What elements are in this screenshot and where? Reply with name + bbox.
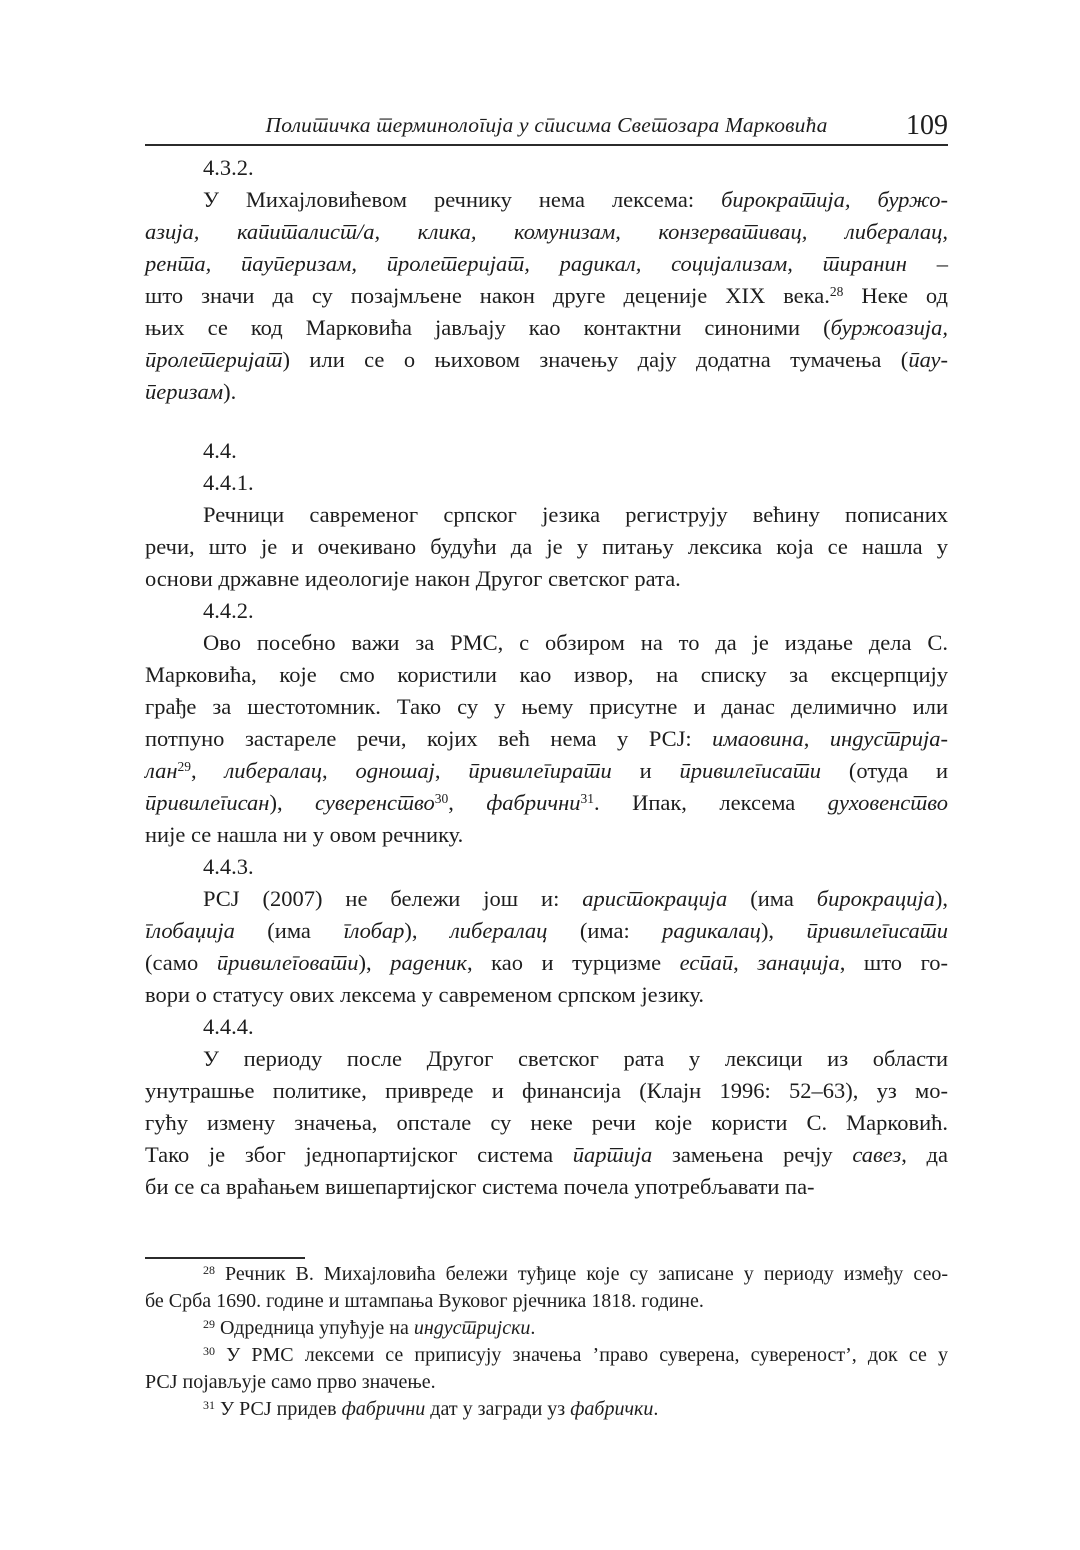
text-line — [145, 216, 948, 248]
text-run: У Михајловићевом речнику нема лексема: — [203, 187, 722, 212]
italic-term: буржоазија, — [830, 315, 948, 340]
italic-term: духовенство — [827, 790, 948, 815]
footnote-reference: 30 — [434, 791, 449, 807]
text-run: , као и турцизме — [466, 950, 680, 975]
text-run: дат у загради уз — [425, 1398, 571, 1420]
text-run: и — [611, 758, 680, 783]
text-run: РСЈ (2007) не бележи још и: — [203, 886, 583, 911]
italic-term: бирокрација — [816, 886, 935, 911]
italic-term: индустрија- — [829, 726, 948, 751]
text-run: вори о статусу ових лексема у савременом српском језику. — [145, 982, 705, 1007]
footnote-reference: 29 — [203, 1317, 215, 1331]
text-run: ), — [760, 918, 807, 943]
paragraph-4-4-2 — [145, 627, 948, 851]
footnote-reference: 28 — [203, 1263, 215, 1277]
section-4-4 — [145, 435, 948, 467]
text-line — [145, 1107, 948, 1139]
text-line — [145, 344, 948, 376]
text-run: гућу измену значења, опстале су неке речи које користи С. Марковић. — [145, 1110, 948, 1135]
text-run: ) или се о њиховом значењу дају додатна тумачења ( — [282, 347, 909, 372]
text-run: ). — [223, 379, 237, 404]
text-run: , — [448, 790, 487, 815]
text-line — [145, 915, 948, 947]
italic-term: еспап — [679, 950, 734, 975]
text-run: У периоду после Другог светског рата у лексици из области — [203, 1046, 948, 1071]
italic-term: раденик — [390, 950, 467, 975]
section-4-4-2 — [145, 595, 948, 627]
header-rule — [145, 144, 948, 146]
text-run: , — [733, 950, 758, 975]
italic-term: индустријски — [413, 1317, 531, 1339]
page-number: 109 — [906, 110, 948, 141]
italic-term: партија — [572, 1142, 653, 1167]
footnote-line — [145, 1288, 948, 1315]
text-run: , да — [901, 1142, 948, 1167]
text-run: , — [434, 758, 469, 783]
body-text — [145, 152, 948, 1203]
text-run: Тако је због једнопартијског система — [145, 1142, 573, 1167]
text-run: . — [530, 1317, 536, 1339]
text-run: ), — [358, 950, 391, 975]
text-run: , што го- — [839, 950, 949, 975]
italic-term: привилегирати — [468, 758, 612, 783]
text-run: потпуно застареле речи, којих већ нема у РСЈ: — [145, 726, 713, 751]
italic-term: лан — [145, 758, 178, 783]
text-line — [145, 979, 948, 1011]
text-run: Речник В. Михајловића бележи туђице које су записане у периоду између сео- — [215, 1263, 948, 1285]
text-line — [145, 1139, 948, 1171]
italic-term: радикалац — [662, 918, 761, 943]
text-line — [145, 819, 948, 851]
running-header — [145, 108, 948, 142]
italic-term: глобаџија — [145, 918, 235, 943]
paragraph-4-4-3 — [145, 883, 948, 1011]
text-run: У РМС лексеми се приписују значења ’право суверена, сувереност’, док се у — [215, 1344, 948, 1366]
text-run: што значи да су позајмљене након друге деценије XIX века. — [145, 283, 830, 308]
text-line — [145, 723, 948, 755]
italic-term: имаовина — [712, 726, 804, 751]
footnote-line — [145, 1396, 948, 1423]
text-run: РСЈ појављује само прво значење. — [145, 1371, 436, 1393]
section-4-4-3 — [145, 851, 948, 883]
text-line — [145, 467, 948, 499]
text-run: основи државне идеологије након Другог светског рата. — [145, 566, 681, 591]
text-run: 4.4. — [203, 438, 237, 463]
text-run: 4.4.3. — [203, 854, 254, 879]
text-run: речи, што је и очекивано будући да је у питању лексика која се нашла у — [145, 534, 948, 559]
text-run: унутрашње политике, привреде и финансија (Клајн 1996: 52–63), уз мо- — [145, 1078, 948, 1103]
text-line — [145, 595, 948, 627]
text-run: ), — [404, 918, 450, 943]
text-run: . Ипак, лексема — [594, 790, 828, 815]
text-run: . — [653, 1398, 659, 1420]
text-run: Речници савременог српског језика региструју већину пописаних — [203, 502, 948, 527]
text-run: (има: — [547, 918, 663, 943]
paragraph-4-4-4 — [145, 1043, 948, 1203]
italic-term: бирократија, буржо- — [721, 187, 948, 212]
text-line — [145, 627, 948, 659]
footnote-reference: 29 — [177, 759, 191, 775]
text-run: 4.3.2. — [203, 155, 254, 180]
text-line — [145, 1011, 948, 1043]
text-run: (само — [145, 950, 217, 975]
italic-term: либералац — [224, 758, 322, 783]
paragraph-4-4-1 — [145, 499, 948, 595]
italic-term: пау- — [908, 347, 948, 372]
footnote-line — [145, 1369, 948, 1396]
text-line — [145, 851, 948, 883]
italic-term: суверенство — [315, 790, 435, 815]
italic-term: привилегисати — [806, 918, 948, 943]
text-run: – — [906, 251, 949, 276]
text-run: замењена речју — [652, 1142, 853, 1167]
italic-term: занаџија — [757, 950, 840, 975]
italic-term: одношај — [355, 758, 435, 783]
footnotes — [145, 1261, 948, 1423]
text-run: (има — [727, 886, 817, 911]
running-header-title: Политичка терминологија у списима Светозара Марковића — [265, 113, 828, 137]
text-run: Неке од — [843, 283, 948, 308]
italic-term: азија, капиталист/а, клика, комунизам, конзервативац, либералац, — [145, 219, 948, 244]
italic-term: привилеговати — [216, 950, 359, 975]
text-line — [145, 248, 948, 280]
footnote-line — [145, 1261, 948, 1288]
text-run: 4.4.1. — [203, 470, 254, 495]
text-run: би се са враћањем вишепартијског система почела употребљавати па- — [145, 1174, 815, 1199]
text-run: њих се код Марковића јављају као контактни синоними ( — [145, 315, 831, 340]
text-line — [145, 787, 948, 819]
text-line — [145, 376, 948, 408]
footnote-reference: 31 — [580, 791, 594, 807]
section-4-4-4 — [145, 1011, 948, 1043]
text-line — [145, 184, 948, 216]
italic-term: глобар — [343, 918, 405, 943]
footnote-separator — [145, 1257, 305, 1259]
text-run: ), — [269, 790, 316, 815]
footnote-reference: 28 — [829, 284, 844, 300]
text-run: грађе за шестотомник. Тако су у њему присутне и данас делимично или — [145, 694, 948, 719]
footnote-line — [145, 1342, 948, 1369]
text-line — [145, 499, 948, 531]
italic-term: фабрички — [570, 1398, 654, 1420]
footnote-line — [145, 1315, 948, 1342]
italic-term: пролетеријат — [145, 347, 283, 372]
paragraph-4-3-2 — [145, 184, 948, 408]
text-run: (има — [234, 918, 344, 943]
text-run: , — [321, 758, 356, 783]
text-run: У РСЈ придев — [215, 1398, 342, 1420]
section-4-4-1 — [145, 467, 948, 499]
italic-term: привилегисати — [679, 758, 822, 783]
italic-term: перизам — [145, 379, 224, 404]
text-run: бе Срба 1690. године и штампања Вуковог рјечника 1818. године. — [145, 1290, 704, 1312]
text-run: Ово посебно важи за РМС, с обзиром на то да је издање дела С. — [203, 630, 948, 655]
text-run: ), — [934, 886, 949, 911]
text-line — [145, 1075, 948, 1107]
italic-term: фабрични — [486, 790, 581, 815]
text-line — [145, 1171, 948, 1203]
text-run: није се нашла ни у овом речнику. — [145, 822, 464, 847]
italic-term: либералац — [449, 918, 548, 943]
italic-term: рента, пауперизам, пролетеријат, радикал, социјализам, тиранин — [145, 251, 907, 276]
text-line — [145, 755, 948, 787]
italic-term: фабрични — [341, 1398, 426, 1420]
text-run: (отуда и — [821, 758, 949, 783]
text-run: 4.4.4. — [203, 1014, 254, 1039]
text-line — [145, 280, 948, 312]
text-line — [145, 1043, 948, 1075]
text-line — [145, 152, 948, 184]
text-run: Марковића, које смо користили као извор, на списку за ексцерпцију — [145, 662, 948, 687]
italic-term: аристокрација — [582, 886, 728, 911]
text-run: 4.4.2. — [203, 598, 254, 623]
italic-term: савез — [852, 1142, 902, 1167]
text-line — [145, 312, 948, 344]
text-line — [145, 883, 948, 915]
section-4-3-2 — [145, 152, 948, 184]
text-line — [145, 435, 948, 467]
text-line — [145, 531, 948, 563]
text-run: , — [803, 726, 830, 751]
text-line — [145, 691, 948, 723]
text-line — [145, 947, 948, 979]
text-line — [145, 659, 948, 691]
footnote-reference: 30 — [203, 1344, 215, 1358]
italic-term: привилегисан — [145, 790, 270, 815]
text-line — [145, 563, 948, 595]
footnote-reference: 31 — [203, 1398, 215, 1412]
text-run: , — [191, 758, 225, 783]
text-run: Одредница упућује на — [215, 1317, 414, 1339]
